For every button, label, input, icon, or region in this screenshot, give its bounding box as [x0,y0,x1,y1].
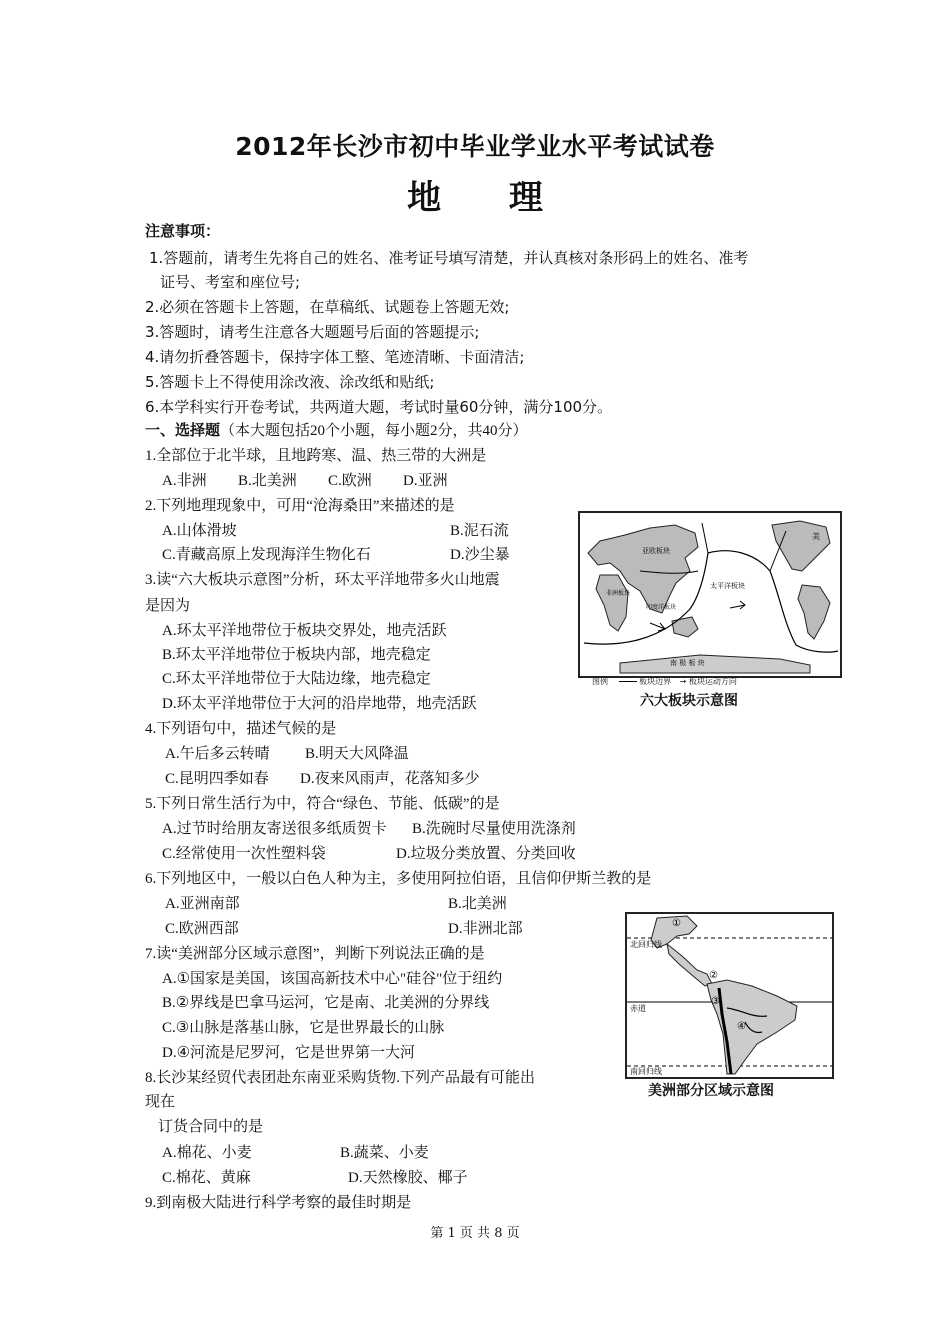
option: B.②界线是巴拿马运河，它是南、北美洲的分界线 [162,995,490,1011]
option: A.环太平洋地带位于板块交界处，地壳活跃 [162,623,447,639]
americas-map [625,912,834,1079]
option: B.北美洲 [448,896,507,912]
option: A.棉花、小麦 [162,1145,252,1161]
label-indo: 印度洋板块 [646,604,677,611]
plates-map-drawing [580,513,840,676]
label-antarctic: 南 极 板 块 [670,659,705,667]
label-pacific: 太平洋板块 [710,582,745,590]
option: A.亚洲南部 [165,896,240,912]
legend-line-icon [619,681,637,682]
americas-map-caption: 美洲部分区域示意图 [648,1083,774,1099]
option: C.欧洲西部 [165,921,239,937]
option: B.蔬菜、小麦 [340,1145,429,1161]
label-eurasia: 亚欧板块 [642,547,670,555]
legend-label: 图例 [592,677,608,686]
question-stem: 1.全部位于北半球，且地跨寒、温、热三带的大洲是 [145,448,487,464]
option: D.环太平洋地带位于大河的沿岸地带，地壳活跃 [162,696,477,712]
question-stem: 2.下列地理现象中，可用“沧海桑田”来描述的是 [145,498,455,514]
option: D.沙尘暴 [450,547,510,563]
question-stem: 5.下列日常生活行为中，符合“绿色、节能、低碳”的是 [145,796,500,812]
option: B.明天大风降温 [305,746,409,762]
question-stem: 9.到南极大陆进行科学考察的最佳时期是 [145,1195,412,1211]
option: A.午后多云转晴 [165,746,270,762]
label-tropic-s: 南回归线 [630,1067,662,1076]
option: A.山体滑坡 [162,523,237,539]
option: D.非洲北部 [448,921,523,937]
option: A.①国家是美国，该国高新技术中心"硅谷"位于纽约 [162,971,503,987]
option: D.夜来风雨声，花落知多少 [300,771,480,787]
label-tropic-n: 北回归线 [630,940,662,949]
plates-map [578,511,842,678]
notice-heading: 注意事项： [145,222,221,240]
question-stem: 订货合同中的是 [158,1119,264,1135]
legend-motion: 板块运动方向 [688,677,737,686]
page-footer: 第 1 页 共 8 页 [430,1226,520,1241]
question-stem: 7.读“美洲部分区域示意图”，判断下列说法正确的是 [145,946,485,962]
plates-legend [592,676,737,687]
americas-map-drawing [627,914,832,1077]
marker-2: ② [709,970,718,981]
option: B.环太平洋地带位于板块内部，地壳稳定 [162,647,431,663]
marker-4: ④ [737,1021,746,1032]
label-equator: 赤道 [630,1004,646,1013]
option: D.④河流是尼罗河，它是世界第一大河 [162,1045,416,1061]
option: C.环太平洋地带位于大陆边缘，地壳稳定 [162,671,431,687]
option: C.昆明四季如春 [165,771,269,787]
section-desc: （本大题包括20个小题，每小题2分，共40分） [220,423,528,439]
option: C.③山脉是落基山脉，它是世界最长的山脉 [162,1020,445,1036]
page-title: 2012年长沙市初中毕业学业水平考试试卷 [235,132,715,161]
notice-item: 2.必须在答题卡上答题，在草稿纸、试题卷上答题无效; [145,298,510,316]
question-stem: 8.长沙某经贸代表团赴东南亚采购货物.下列产品最有可能出 [145,1070,536,1086]
notice-item: 证号、考室和座位号; [160,273,301,291]
section-heading [145,419,528,440]
label-america: 美 [812,532,820,541]
section-label: 一、选择题 [145,423,221,439]
legend-boundary: 板块边界 [639,677,672,686]
question-stem: 是因为 [145,598,191,614]
question-stem: 现在 [145,1094,176,1110]
arrow-icon: → [679,677,687,686]
option: B.泥石流 [450,523,509,539]
marker-1: ① [672,918,681,929]
subject-title: 地 理 [407,178,571,218]
marker-3: ③ [711,996,720,1007]
question-stem: 6.下列地区中，一般以白色人种为主，多使用阿拉伯语，且信仰伊斯兰教的是 [145,871,652,887]
question-stem: 3.读“六大板块示意图”分析，环太平洋地带多火山地震 [145,572,500,588]
option: D.亚洲 [403,473,448,489]
option: D.垃圾分类放置、分类回收 [396,846,576,862]
notice-item: 4.请勿折叠答题卡，保持字体工整、笔迹清晰、卡面清洁; [145,348,525,366]
option: B.洗碗时尽量使用洗涤剂 [412,821,576,837]
question-stem: 4.下列语句中，描述气候的是 [145,721,337,737]
notice-item: 6.本学科实行开卷考试，共两道大题，考试时量60分钟，满分100分。 [145,398,613,416]
option: C.棉花、黄麻 [162,1170,251,1186]
option: C.经常使用一次性塑料袋 [162,846,326,862]
option: A.过节时给朋友寄送很多纸质贺卡 [162,821,387,837]
option: C.青藏高原上发现海洋生物化石 [162,547,371,563]
label-africa: 非洲板块 [606,590,631,597]
option: C.欧洲 [328,473,372,489]
option: B.北美洲 [238,473,297,489]
notice-item: 5.答题卡上不得使用涂改液、涂改纸和贴纸; [145,373,435,391]
notice-item: 1.答题前，请考生先将自己的姓名、准考证号填写清楚，并认真核对条形码上的姓名、准考 [149,249,749,267]
option: D.天然橡胶、椰子 [348,1170,468,1186]
notice-item: 3.答题时，请考生注意各大题题号后面的答题提示; [145,323,480,341]
plates-map-caption: 六大板块示意图 [640,693,738,709]
option: A.非洲 [162,473,207,489]
